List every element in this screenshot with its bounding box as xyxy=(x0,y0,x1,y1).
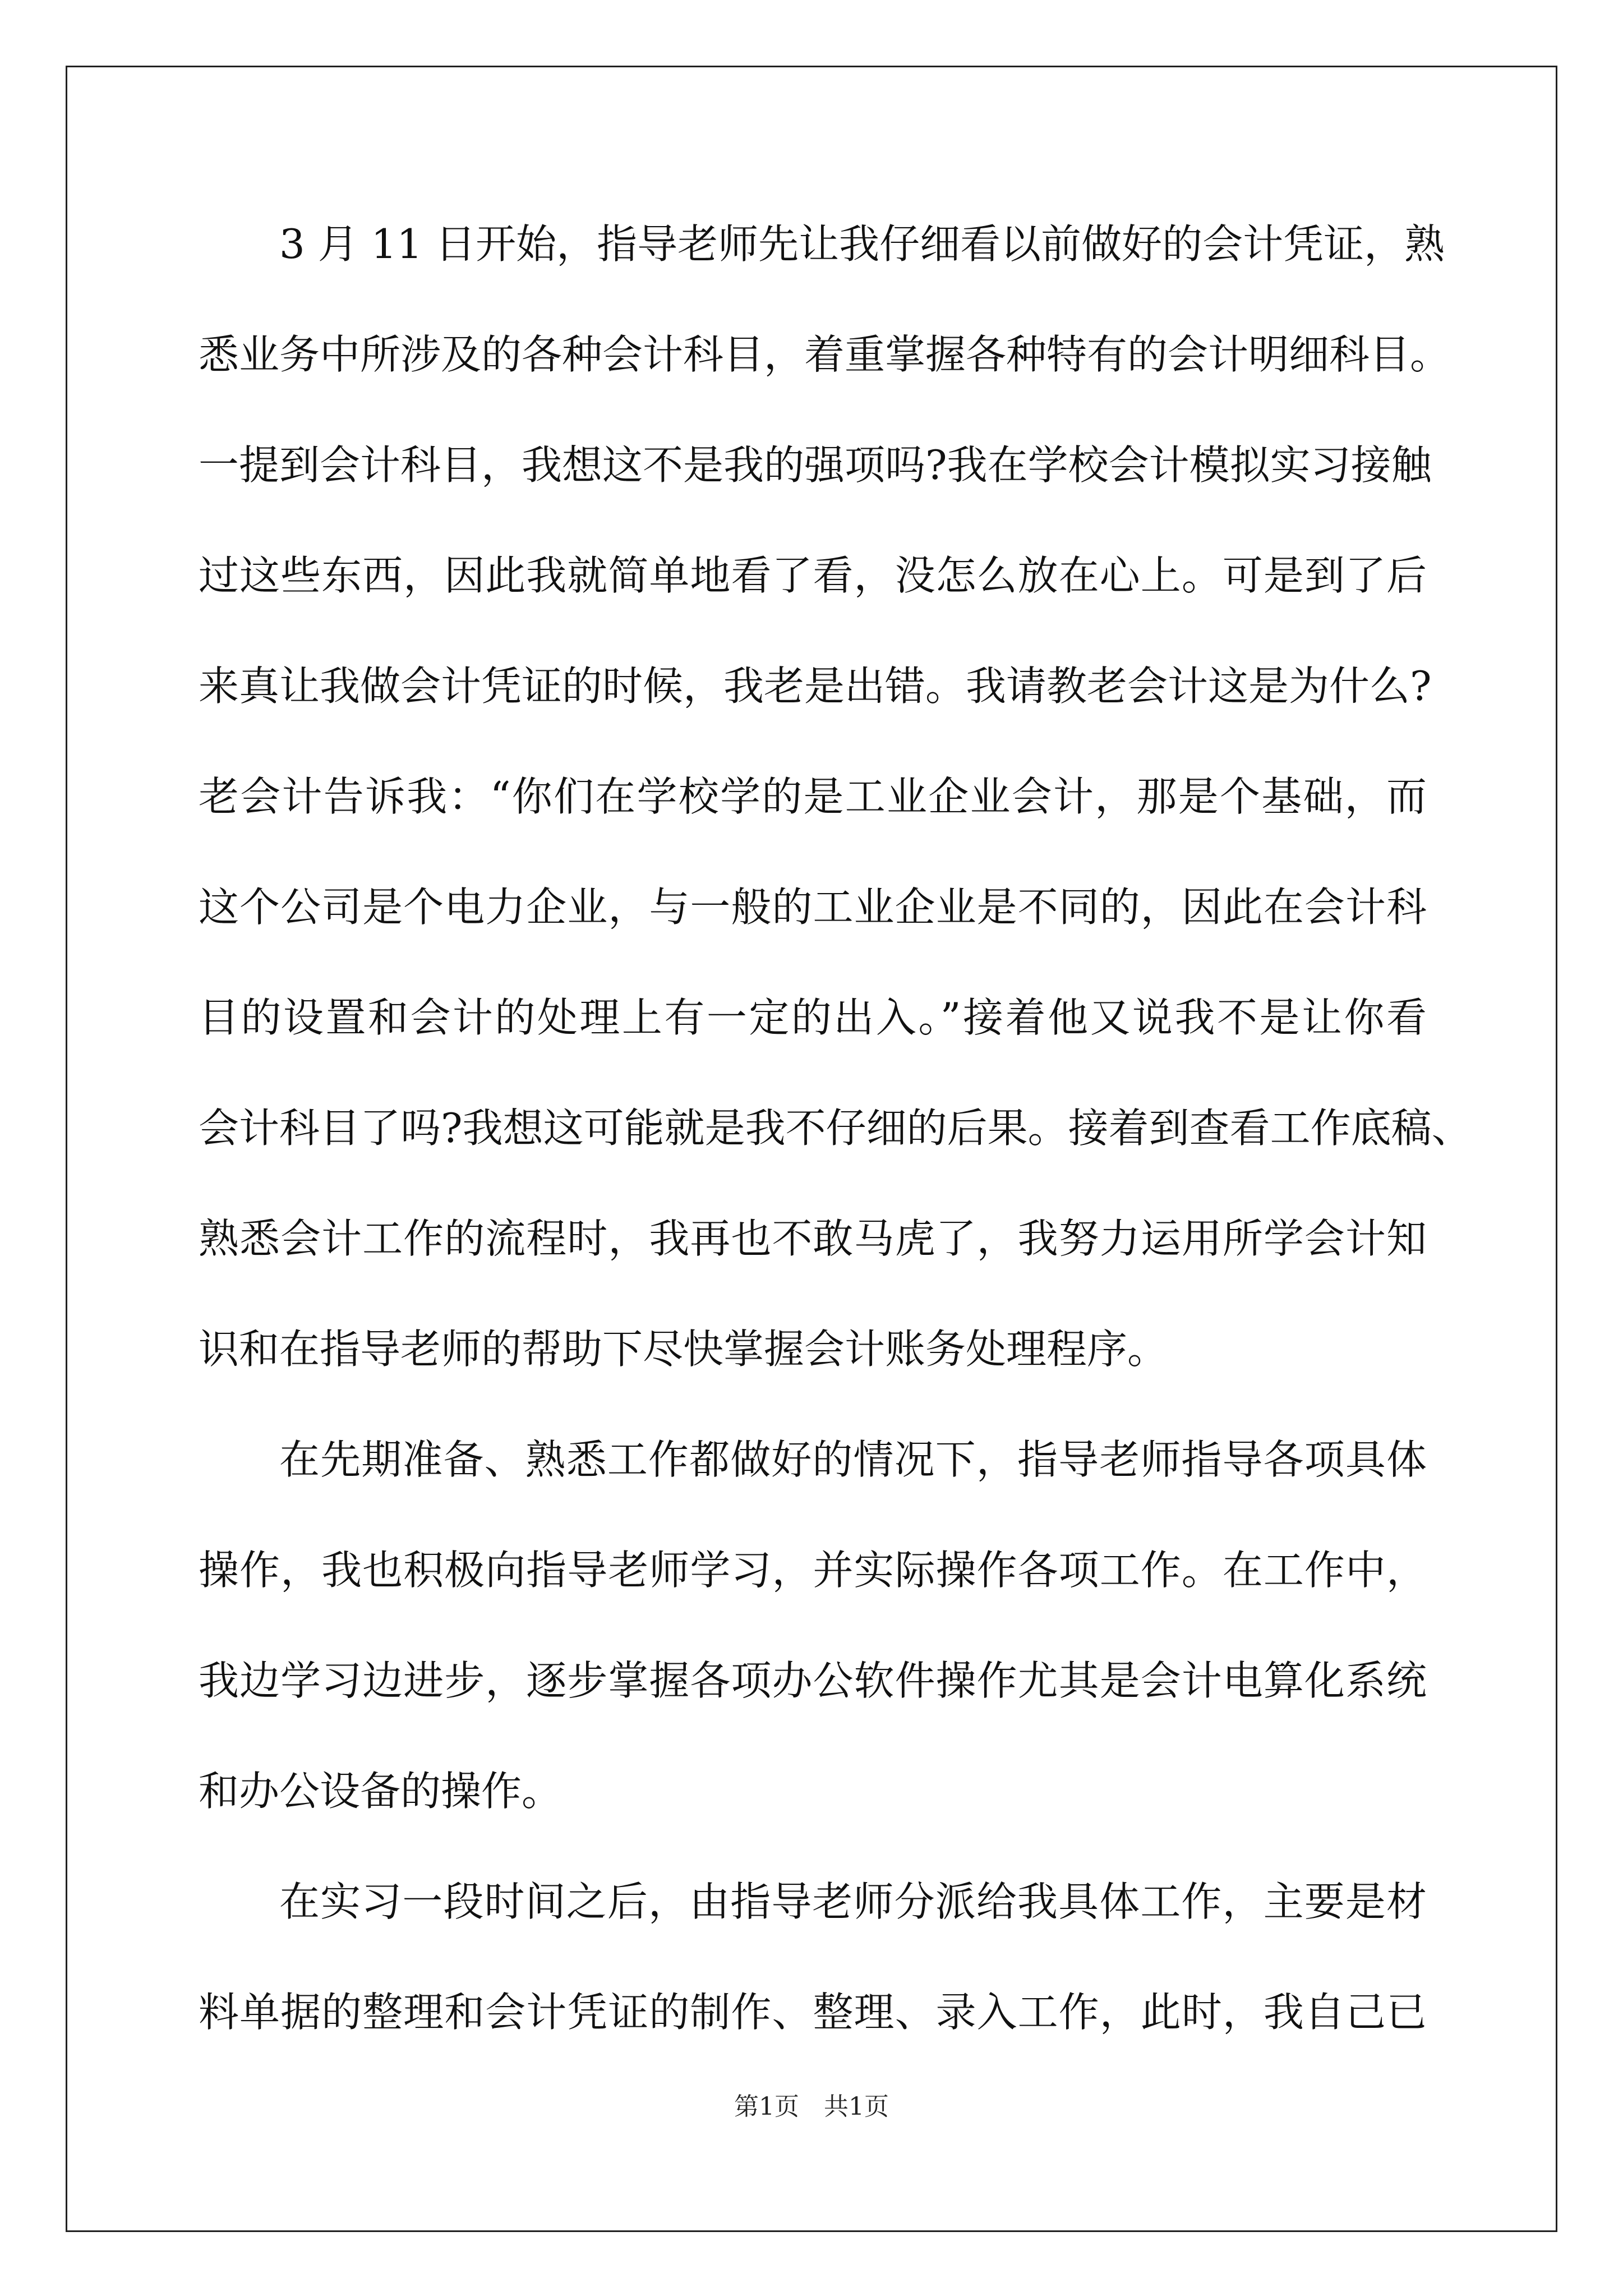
text-line: 识和在指导老师的帮助下尽快掌握会计账务处理程序。 xyxy=(199,1326,1168,1373)
text-line: 目的设置和会计的处理上有一定的出入。”接着他又说我不是让你看 xyxy=(199,994,1427,1041)
text-line: 我边学习边进步，逐步掌握各项办公软件操作尤其是会计电算化系统 xyxy=(199,1657,1427,1704)
text-line: 熟悉会计工作的流程时，我再也不敢马虎了，我努力运用所学会计知 xyxy=(199,1215,1427,1262)
text-line: 操作，我也积极向指导老师学习，并实际操作各项工作。在工作中， xyxy=(199,1547,1427,1594)
text-line: 会计科目了吗?我想这可能就是我不仔细的后果。接着到查看工作底稿、 xyxy=(199,1105,1472,1152)
text-line: 过这些东西，因此我就简单地看了看，没怎么放在心上。可是到了后 xyxy=(199,552,1427,599)
text-line: 3 月 11 日开始，指导老师先让我仔细看以前做好的会计凭证，熟 xyxy=(279,220,1445,268)
page-footer: 第1页 共1页 xyxy=(734,2092,889,2121)
text-line: 一提到会计科目，我想这不是我的强项吗?我在学校会计模拟实习接触 xyxy=(199,441,1432,489)
document-body xyxy=(199,216,1472,2095)
text-line: 老会计告诉我：“你们在学校学的是工业企业会计，那是个基础，而 xyxy=(199,773,1427,820)
text-line: 来真让我做会计凭证的时候，我老是出错。我请教老会计这是为什么? xyxy=(199,662,1432,710)
text-line: 和办公设备的操作。 xyxy=(199,1768,562,1815)
text-line: 在先期准备、熟悉工作都做好的情况下，指导老师指导各项具体 xyxy=(279,1436,1427,1483)
text-line: 悉业务中所涉及的各种会计科目，着重掌握各种特有的会计明细科目。 xyxy=(199,331,1451,378)
text-line: 这个公司是个电力企业，与一般的工业企业是不同的，因此在会计科 xyxy=(199,884,1427,931)
text-line: 在实习一段时间之后，由指导老师分派给我具体工作，主要是材 xyxy=(279,1878,1427,1925)
text-line: 料单据的整理和会计凭证的制作、整理、录入工作，此时，我自己已 xyxy=(199,1989,1427,2036)
